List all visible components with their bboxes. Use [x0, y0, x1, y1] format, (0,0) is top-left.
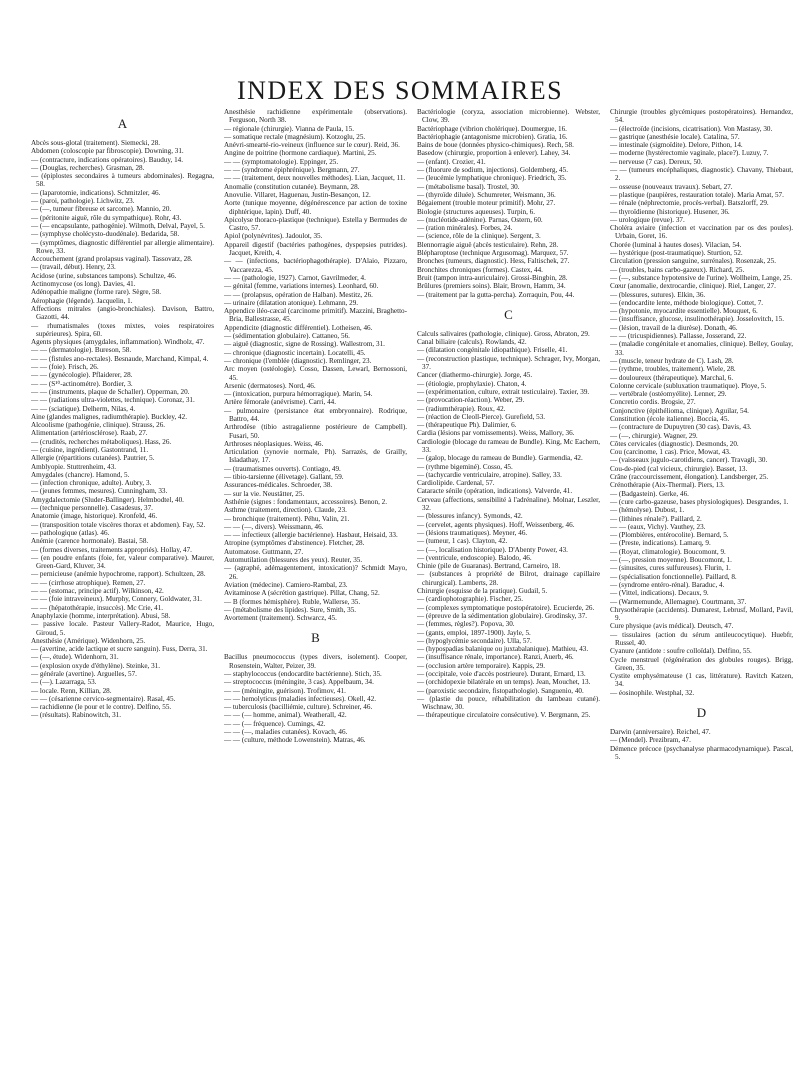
index-entry: — (avertine, acide lactique et sucre sanguin). Fuss, Derra, 31.: [31, 645, 208, 654]
index-entry: Anomalie (constitution cutanée). Beymann, 28.: [224, 182, 360, 191]
index-entry: Crénothérapie (Aix-Thermal). Piers, 13.: [610, 481, 725, 490]
index-entry: Amblyopie. Stuttrenheim, 43.: [31, 462, 117, 471]
index-entry: — (technique personnelle). Casadesus, 37.: [31, 504, 153, 513]
index-entry: Biologie (structures aqueuses). Turpin, 6.: [417, 207, 536, 216]
index-entry: — — (pathologie, 1927). Carnot, Gavrilmeder, 4.: [224, 273, 366, 282]
index-entry: — — hemolyticus (maladies infectieuses). Okell, 42.: [224, 694, 377, 703]
index-entry: Blennorragie aiguë (abcès testiculaire). Rehn, 28.: [417, 240, 559, 249]
index-entry: Adénopathie maligne (forme rare). Sègre, 58.: [31, 288, 162, 297]
index-entry: Allergie (répartitions cutanées). Pautrier, 5.: [31, 454, 155, 463]
index-entry: Anesthésie rachidienne expérimentale (observations). Ferguson, North 38.: [224, 108, 407, 125]
index-column-2: [224, 108, 407, 1063]
index-entry: Cou-de-pied (cal vicieux, chirurgie). Basset, 13.: [610, 464, 748, 473]
index-entry: — tissulaires (action du sérum antileucocytique). Huebfr, Russel, 40.: [610, 630, 793, 647]
index-entry: — (lésion, travail de la diurèse). Donath, 46.: [610, 323, 738, 332]
index-entry: — (lithines rénale?). Paillard, 2.: [610, 514, 702, 523]
index-entry: Arsenic (dermatoses). Nord, 46.: [224, 381, 316, 390]
index-entry: — (—, étude). Widenhorn, 31.: [31, 653, 119, 662]
index-entry: — — (S¹⁰-actinométre). Bordier, 3.: [31, 379, 133, 388]
index-entry: Angine de poitrine (hormone cardiaque). Martini, 25.: [224, 149, 377, 158]
index-entry: Bactériologie (coryza, association microbienne). Webster, Clow, 39.: [417, 108, 600, 125]
index-entry: — streptococcus (méningite, 3 cas). Appelbaum, 34.: [224, 678, 374, 687]
index-entry: Amygdalectomie (Sluder-Ballinger). Helmbodtel, 40.: [31, 495, 184, 504]
index-entry: Crâne (raccourcissement, élongation). Landsberger, 25.: [610, 473, 769, 482]
index-entry: — (dilatation congénitale idiopathique). Friselle, 41.: [417, 346, 568, 355]
index-entry: — — (— homme, animal). Weatherall, 42.: [224, 711, 347, 720]
index-entry: — (réaction de Cleoll-Pierce). Gurefield, 53.: [417, 412, 546, 421]
index-entry: — — (eaux, Vichy). Vauthey, 23.: [610, 522, 706, 531]
index-entry: — — (hépatothérapie, insuccès). Mc Crie, 41.: [31, 603, 164, 612]
index-entry: — — (tumeurs encéphaliques, diagnostic). Chavany, Thiebaut, 2.: [610, 166, 793, 183]
index-entry: Assurances-médicales. Schroeder, 38.: [224, 481, 333, 490]
index-entry: Accouchement (grand prolapsus vaginal). Tassovatz, 28.: [31, 255, 193, 264]
index-entry: Asthénie (signes : fondamentaux, accessoires). Benon, 2.: [224, 497, 388, 506]
index-entry: — — (symptomatologie). Eppinger, 25.: [224, 157, 339, 166]
index-entry: — (péritonite aiguë, rôle du sympathique). Rohr, 43.: [31, 213, 182, 222]
index-entry: — (en poudre enfants (foie, fer, valeur comparative). Maurer, Green-Gard, Kluver, 34.: [31, 553, 214, 571]
index-entry: — (étiologie, prophylaxie). Chaton, 4.: [417, 379, 527, 388]
index-entry: — somatique rectale (magnésium). Kotzoglu, 25.: [224, 132, 366, 141]
index-entry: — — (fistules ano-rectales). Besnaude, Marchand, Kimpal, 4.: [31, 354, 209, 363]
index-entry: — urologique (revue). 37.: [610, 215, 685, 224]
index-entry: — (occlusion artère temporaire). Kappis, 29.: [417, 661, 546, 670]
index-entry: — aiguë (diagnostic, signe de Rossing). Wallestrom, 31.: [224, 340, 385, 349]
index-entry: — génital (femme, variations internes). Leonhard, 60.: [224, 282, 379, 291]
index-entry: Alimentation (artériosclérose). Raab, 27.: [31, 429, 148, 438]
index-entry: Bronchites chroniques (formes). Castex, 44.: [417, 265, 543, 274]
index-entry: — — (méningite, guérison). Trofimov, 41.: [224, 686, 346, 695]
index-entry: — passive locale. Pasteur Vallery-Radot, Maurice, Hugo, Giroud, 5.: [31, 620, 214, 637]
index-entry: — — (cirrhose atrophique). Remen, 27.: [31, 578, 146, 587]
index-entry: Aine (glandes malignes, radiumthérapie). Buckley, 42.: [31, 412, 187, 421]
index-entry: — B (formes hémisphère). Ruble, Wallerse, 35.: [224, 597, 361, 606]
index-entry: — (Royat, climatologie). Boucomont, 9.: [610, 547, 726, 556]
index-entry: — (Preste, indications). Lamarq, 9.: [610, 539, 711, 548]
index-entry: Amygdales (chancre). Hamond, 5.: [31, 470, 130, 479]
index-entry: — — (— fréquence). Cumings, 42.: [224, 719, 326, 728]
index-entry: — (cervelet, agents physiques). Hoff, Weissenberg, 46.: [417, 520, 575, 529]
index-entry: — rachidienne (le pour et le contre). Delfino, 55.: [31, 703, 172, 712]
index-entry: — (intoxication, purpura hémorragique). Marin, 54.: [224, 390, 373, 399]
index-entry: Avitaminose A (sécrétion gastrique). Pillat, Chang, 52.: [224, 589, 380, 598]
index-entry: Bruit (tampon intra-auriculaire). Grossi-Bingbin, 28.: [417, 273, 568, 282]
index-entry: Bains de boue (données physico-chimiques). Rech, 58.: [417, 141, 574, 150]
index-entry: Cardia (lésions par vomissements). Weiss, Mallory, 36.: [417, 429, 575, 438]
index-entry: — (insuffisance, glucose, insulinothérapie). Josselovitch, 15.: [610, 315, 784, 324]
index-entry: — (Badgastein). Gerke, 46.: [610, 489, 689, 498]
index-entry: — — (sciatique). Delherm, Nilas, 4.: [31, 404, 136, 413]
index-entry: Aorte (tunique moyenne, dégénérescence par action de toxine diphtérique, lapin). Duff, 40.: [224, 199, 407, 216]
index-entry: — plastique (paupières, restauration totale). Maria Amat, 57.: [610, 190, 784, 199]
index-entry: — éosinophile. Westphal, 32.: [610, 688, 695, 697]
index-entry: — (occipitale, voie d'accès postrieure). Durant, Ernard, 13.: [417, 670, 586, 678]
index-entry: — douloureux (thérapeutique). Marchal, 6.: [610, 373, 734, 382]
index-entry: Concretio cordis. Brogsie, 27.: [610, 398, 696, 407]
index-entry: — (hémolyse). Dubost, 1.: [610, 506, 685, 515]
index-entry: Chorée (luminal à hautes doses). Vilacian, 54.: [610, 240, 742, 249]
index-entry: — — (culture, méthode Lowenstein). Matras, 46.: [224, 736, 366, 745]
index-entry: Apicolyse thoraco-plastique (technique). Estella y Bermudes de Castro, 57.: [224, 215, 407, 233]
index-entry: Circulation (pression sanguine, surrénales). Rosenzak, 25.: [610, 257, 776, 266]
index-entry: Bactériophage (vibrion cholérique). Doumergue, 16.: [417, 124, 567, 133]
index-entry: Cure physique (avis médical). Deutsch, 47.: [610, 622, 734, 631]
index-entry: — rhumatismales (toxes mixtes, voies respiratoires supérieures). Spira, 60.: [31, 321, 214, 338]
index-entry: — (lésions traumatiques). Meyner, 46.: [417, 528, 528, 537]
index-entry: — (fluorure de sodium, injections). Goldemberg, 45.: [417, 166, 568, 175]
index-entry: Arthrodèse (tibio astragalienne postérieure de Campbell). Fusari, 50.: [224, 423, 407, 440]
index-entry: — (travail, début). Henry, 23.: [31, 263, 116, 272]
index-entry: — (rythme bigeminé). Cosso, 45.: [417, 462, 513, 471]
index-entry: — (électroïde (incisions, cicatrisation). Von Mastasy, 30.: [610, 124, 773, 133]
page-title: INDEX DES SOMMAIRES: [236, 76, 564, 105]
index-entry: — — (gynécologie). Pflaiderer, 28.: [31, 371, 133, 380]
index-entry: — (cuisine, ingrédient). Gastontrand, 11.: [31, 445, 149, 454]
index-entry: — — (foie). Frisch, 26.: [31, 363, 99, 372]
index-entry: — urinaire (dilatation atonique). Lehmann, 29.: [224, 298, 359, 307]
index-entry: — (hypoglycémie secondaire). Ulla, 57.: [417, 636, 532, 645]
index-entry: Choléra aviaire (infection et vaccination par os des poules). Urbain, Goret, 16.: [610, 224, 793, 241]
index-entry: Actinomycose (os long). Davies, 41.: [31, 280, 136, 289]
index-entry: — (—, pression moyenne). Boucomont, 1.: [610, 556, 732, 565]
index-entry: Artère fémorale (anévrisme). Carri, 44.: [224, 398, 337, 407]
index-entry: — (reconstruction plastique, technique). Schrager, Ivy, Morgan, 37.: [417, 354, 600, 372]
index-entry: — (tumeur, 1 cas). Clayton, 42.: [417, 537, 508, 546]
index-entry: — (métabolisme des lipides). Sure, Smith, 35.: [224, 605, 357, 614]
index-entry: Aviation (médecine). Camiero-Rambal, 23.: [224, 580, 348, 589]
index-entry: Chinie (pile de Guaranas). Bertrand, Carneiro, 18.: [417, 562, 561, 571]
index-entry: — (infection chronique, adulte). Aubry, 3.: [31, 479, 152, 488]
index-entry: Abdomen (coloscopie par fibroscopie). Downing, 31.: [31, 147, 184, 156]
index-entry: — (laparotomie, indications). Schmitzler, 46.: [31, 188, 161, 197]
index-entry: — (cardiophotographie). Fischer, 25.: [417, 595, 524, 604]
index-entry: — — (—, divers). Weissmann, 46.: [224, 522, 324, 531]
index-entry: Avortement (traitement). Schwarcz, 45.: [224, 614, 337, 623]
index-entry: — (provocation-réaction). Weber, 29.: [417, 396, 525, 405]
index-entry: — (résultats). Rabinowitch, 31.: [31, 711, 122, 720]
index-entry: — (jeunes femmes, mesures). Cunningham, 33.: [31, 487, 168, 496]
index-entry: Anesthésie (Amérique). Widenhorn, 25.: [31, 636, 146, 645]
index-entry: — (métabolisme basal). Trostel, 30.: [417, 182, 520, 191]
index-entry: — — (infections, bactériophagothérapie). D'Alaio, Pizzaro, Vaccarezza, 45.: [224, 257, 407, 274]
index-entry: — — (syndrome épiphrénique). Bergmann, 27.: [224, 166, 360, 175]
index-entry: — (syndrome entéro-rénal). Baraduc, 4.: [610, 580, 725, 589]
index-column-3: [417, 108, 600, 1063]
index-entry: — — (radiations ultra-violettes, technique). Coronaz, 31.: [31, 396, 195, 405]
index-entry: — (maladie congénitale et anomalies, clinique). Belley, Goulay, 33.: [610, 340, 793, 357]
section-letter-c: C: [504, 306, 513, 322]
index-entry: Abcès sous-glotal (traitement). Siemecki, 28.: [31, 139, 161, 147]
index-entry: Chirurgie (esquisse de la pratique). Gudail, 5.: [417, 587, 548, 596]
index-entry: — staphylococcus (endocardite bactérienne). Stich, 35.: [224, 670, 382, 678]
index-entry: — (nucléotide-adénine). Parnas, Ostern, 60.: [417, 215, 543, 224]
index-entry: Acidose (urine, substances tampons). Schultze, 46.: [31, 271, 177, 280]
index-entry: — (—). Lazarraga, 53.: [31, 678, 97, 687]
index-entry: — (sédimentation globulaire). Cattaneo, 56.: [224, 332, 350, 341]
index-entry: — (blessures infancy). Symonds, 42.: [417, 512, 523, 521]
index-entry: Agents physiques (amygdales, inflammation). Windholz, 47.: [31, 338, 205, 347]
index-entry: Cou (carcinome, 1 cas). Price, Mowat, 43.: [610, 448, 731, 457]
index-entry: — (hypospadias balanique ou juxtabalanique). Mathieu, 43.: [417, 645, 589, 654]
index-entry: — bronchique (traitement). Péhu, Valin, 21.: [224, 514, 350, 523]
index-entry: Cycle menstruel (régénération des globules rouges). Brigg, Green, 35.: [610, 655, 793, 672]
index-entry: — osseuse (nouveaux travaux). Sebart, 27.: [610, 182, 733, 191]
index-entry: — tuberculosis (bacilliémie, culture). Schreiner, 46.: [224, 703, 373, 712]
index-entry: Chirurgie (troubles glycémiques postopératoires). Hernandez, 54.: [610, 108, 793, 125]
index-entry: — — (dermatologie). Bureson, 58.: [31, 346, 132, 355]
index-entry: — (substances à propriété de Bilrot, drainage capillaire chirurgical). Lamberts, 28.: [417, 570, 600, 587]
index-entry: — (galop, blocage du rameau de Bundle). Garmendia, 42.: [417, 454, 583, 463]
index-entry: Arthroses néoplasiques. Weiss, 46.: [224, 439, 324, 448]
index-entry: Appareil digestif (bactéries pathogènes, dyspepsies putrides). Jacquet, Kreith, 4.: [224, 240, 407, 258]
index-entry: — (vaisseaux jugulo-carotidiens, cancer). Travagli, 30.: [610, 456, 768, 465]
index-entry: — (—, localisation historique). D'Abenty Power, 43.: [417, 545, 568, 554]
index-entry: — générale (avertine). Arguelles, 57.: [31, 670, 137, 678]
index-entry: Cardiologie (blocage du rameau de Bundle). King, Mc Eachern, 33.: [417, 437, 600, 454]
index-entry: — (cure carbo-gazeuse, bases physiologiques). Desgrandes, 1.: [610, 497, 789, 506]
index-entry: Aérophagie (légende). Jacquelin, 1.: [31, 296, 133, 305]
index-entry: Anovulie. Villaret, Haguenau, Justin-Besançon, 12.: [224, 190, 371, 199]
index-entry: — (plastie du pouce, réhabilitation du lambeau cutané). Wischnaw, 30.: [417, 694, 600, 712]
index-entry: Appendice iléo-cæcal (carcinome primitif). Mazzini, Braghetto-Bria, Ballestrasse, 45.: [224, 307, 407, 324]
index-entry: — régionale (chirurgie). Vianna de Paula, 15.: [224, 124, 354, 133]
index-entry: — (contracture, indications opératoires). Bauduy, 14.: [31, 155, 184, 164]
index-entry: Automutilation (blessures des yeux). Reuter, 35.: [224, 556, 363, 565]
index-entry: — moderne (hystérectomie vaginale, place?). Luzuy, 7.: [610, 149, 769, 158]
index-entry: — (tachycardie ventriculaire, atropine). Salley, 33.: [417, 470, 562, 479]
index-entry: — — (tricuspidiennes). Pallasse, Josserand, 22.: [610, 332, 747, 341]
index-entry: — (paroi, pathologie). Lichwitz, 23.: [31, 197, 135, 206]
section-letter-a: A: [117, 116, 128, 131]
index-entry: — (thérapeutique Ph). Dalimier, 6.: [417, 421, 517, 430]
index-entry: — — (—, maladies cutanées). Kovach, 46.: [224, 728, 348, 737]
section-letter-b: B: [311, 630, 320, 646]
index-entry: Darwin (anniversaire). Reichel, 47.: [610, 728, 711, 737]
index-entry: Blépharoptose (technique Argusomag). Marquez, 57.: [417, 249, 569, 258]
index-entry: — (insuffisance rénale, importance). Ranzi, Auerb, 46.: [417, 653, 574, 662]
index-entry: Anémie (carence hormonale). Bastai, 58.: [31, 537, 149, 546]
index-entry: Bronches (tumeurs, diagnostic). Hess, Faltischek, 27.: [417, 257, 570, 266]
index-entry: — (blessures, sutures). Elkin, 36.: [610, 290, 706, 299]
index-entry: — sur la vie. Neustätter, 25.: [224, 489, 305, 498]
index-entry: — (symptômes, diagnostic différentiel par allergie alimentaire). Rowe, 33.: [31, 238, 214, 255]
index-entry: Automatose. Guttmann, 27.: [224, 547, 304, 556]
index-entry: Anévri-smearté-rio-veineux (influence sur le cœur). Reid, 36.: [224, 141, 400, 150]
index-entry: — (—, tumeur fibreuse et sarcome). Mannio, 20.: [31, 205, 172, 214]
index-entry: — chronique (diagnostic incertain). Locatelli, 45.: [224, 348, 366, 357]
index-entry: — (expérimentation, culture, extrait testiculaire). Taxier, 39.: [417, 387, 590, 396]
index-entry: — (contracture de Dupuytren (30 cas). Davis, 43.: [610, 423, 752, 432]
index-entry: Démence précoce (psychanalyse pharmacodynamique). Pascal, 5.: [610, 744, 793, 761]
index-entry: Cœur (anomalie, dextrocardie, clinique). Riel, Langer, 27.: [610, 282, 776, 291]
index-entry: — — (traitement, deux nouvelles méthodes). Lian, Jacquet, 11.: [224, 174, 406, 183]
index-entry: — (troubles, bains carbo-gazeux). Richard, 25.: [610, 265, 745, 274]
index-entry: — (traitement par la gutta-percha). Zorraquin, Pou, 44.: [417, 290, 575, 299]
index-entry: — (paroxistic secondaire, fistopathologie). Sanguenio, 40.: [417, 686, 584, 695]
index-entry: Cerveau (affections, sensibilité à l'adrénaline). Molnar, Leszler, 32.: [417, 495, 600, 513]
index-entry: Bégaiement (trouble moteur primitif). Mohr, 27.: [417, 199, 556, 208]
index-entry: — locale. Renn, Killian, 28.: [31, 686, 112, 695]
index-entry: Cataracte sénile (opération, indications). Valverde, 41.: [417, 487, 573, 496]
index-entry: — (explosion oxyde d'éthylène). Steinke, 31.: [31, 661, 160, 670]
index-entry: — (gants, emploi, 1897-1900). Jayle, 5.: [417, 628, 531, 637]
index-entry: Conjonctive (épithélioma, clinique). Aguilar, 54.: [610, 406, 749, 415]
index-entry: Anaphylaxie (homme, interprétation). Abusi, 58.: [31, 611, 171, 620]
index-entry: — (enfant). Crozier, 41.: [417, 157, 486, 166]
index-entry: — (—, chirurgie). Wagner, 29.: [610, 431, 698, 440]
index-entry: — (sinusites, cures sulfureuses). Flurin, 1.: [610, 564, 731, 573]
index-entry: — (endocardite lente, méthode biologique). Cottet, 7.: [610, 298, 764, 307]
index-entry: Basedow (chirurgie, proportion à enlever). Lahey, 34.: [417, 149, 571, 158]
index-entry: Brûlures (premiers soins). Blair, Brown, Hamm, 34.: [417, 282, 566, 291]
index-entry: — tibio-tarsienne (élivetage). Gallant, 59.: [224, 473, 344, 482]
index-entry: — (hypotonie, myocardite essentielle). Mouquet, 6.: [610, 307, 758, 316]
index-entry: Bactériophagie (antagonisme microbien). Gratia, 16.: [417, 132, 568, 141]
index-entry: Cystite emphysémateuse (1 cas, littérature). Ravitch Katzen, 34.: [610, 672, 793, 689]
index-entry: Anatomie (image, historique). Kronfeld, 46.: [31, 512, 158, 521]
index-entry: — (—, substance hypotensive de l'urine). Wollheim, Lange, 25.: [610, 273, 793, 282]
index-entry: Apiol (polynévrites). Jadoulot, 35.: [224, 232, 323, 241]
index-column-1: [31, 108, 214, 1063]
index-entry: Chrysothérapie (accidents). Dumarest, Lebrusf, Mollard, Pavil, 9.: [610, 605, 793, 623]
index-entry: — — (estomac, principe actif). Wilkinson, 42.: [31, 587, 164, 596]
index-entry: — (— encapsulante, pathogénie). Wilmoth, Delval, Payel, 5.: [31, 221, 205, 230]
index-entry: — pathologique (atlas). 46.: [31, 528, 110, 537]
index-entry: — — infectieux (allergie bactérienne). Hasbaut, Heisaid, 33.: [224, 531, 398, 540]
index-entry: Alcoolisme (pathogénie, clinique). Strauss, 26.: [31, 421, 166, 430]
index-entry: — (Warmemunde, Allemagne). Courtmann, 37.: [610, 597, 747, 606]
index-entry: — (leucémie lymphatique chronique). Friedrich, 35.: [417, 174, 567, 183]
index-entry: — (Mendel). Prezibram, 47.: [610, 736, 691, 745]
index-entry: — (Plombières, entérocolite). Bernard, 5.: [610, 531, 729, 540]
section-letter-d: D: [696, 705, 707, 721]
index-entry: Constitution (école italienne). Boccia, 45.: [610, 414, 730, 423]
index-entry: — rénale (néphrectomie, procès-verbal). Batszlorff, 29.: [610, 199, 769, 208]
index-entry: — — (foie intraveineux). Murphy, Connery, Goldwater, 31.: [31, 595, 202, 604]
index-entry: — (science, rôle de la clinique). Sergent, 3.: [417, 232, 541, 241]
index-entry: Asthme (traitement, direction). Claude, 23.: [224, 506, 347, 515]
index-entry: — hystérique (post-traumatique). Sturtion, 52.: [610, 249, 743, 258]
index-entry: Bacillus pneumococcus (types divers, isolement). Cooper, Rosenstein, Walter, Peizer, 39.: [224, 653, 407, 670]
index-entry: Affections mitrales (angio-bronchiales). Davison, Battro, Gazotti, 44.: [31, 304, 214, 322]
index-entry: — (muscle, teneur hydrate de C). Lash, 28.: [610, 356, 734, 365]
index-entry: — thérapeutique circulatoire consécutive). V. Bergmann, 25.: [417, 711, 591, 720]
index-entry: Arc moyen (ostéologie). Cosso, Dassen, Lewarl, Bernossoni, 45.: [224, 365, 407, 382]
index-entry: Articulation (synovie normale, Ph). Sarrazès, de Grailly, Isladathay, 17.: [224, 448, 407, 465]
index-entry: Appendicite (diagnostic différentiel). Lotheisen, 46.: [224, 323, 373, 332]
index-entry: — (orchidopexie bilatérale en un temps). Jean, Mouchet, 13.: [417, 678, 591, 687]
index-entry: — pernicieuse (anémie hypochrome, rapport). Schultzen, 28.: [31, 570, 206, 579]
index-entry: — (ration minérales). Forbes, 24.: [417, 224, 513, 233]
index-entry: — (complexes symptomatique postopératoire). Ecucierde, 26.: [417, 603, 595, 612]
index-entry: — (transposition totale viscères thorax et abdomen). Fay, 52.: [31, 520, 206, 529]
index-entry: — — (instruments, plaque de Schaller). Opperman, 20.: [31, 387, 190, 396]
index-entry: — chronique (l'emblée (diagnostic). Remlinger, 23.: [224, 356, 372, 365]
index-entry: — nerveuse (7 cas). Dereux, 50.: [610, 157, 703, 166]
index-entry: Côtes cervicales (diagnostic). Desmonds, 20.: [610, 439, 739, 448]
index-entry: — (spécialisation fonctionnelle). Paillard, 8.: [610, 572, 737, 581]
index-entry: — vertébrale (ostéomyélite). Lenner, 29.: [610, 390, 727, 399]
index-entry: — (Vittel, indications). Decaux, 9.: [610, 589, 709, 598]
index-entry: — — (prolapsus, opération de Halban). Mestitz, 26.: [224, 290, 373, 299]
index-entry: — (formes diverses, traitements appropriés). Hollay, 47.: [31, 545, 192, 554]
index-entry: — — (césarienne cervico-segmentaire). Rasal, 45.: [31, 694, 176, 703]
index-entry: — (symphyse cholécysto-duodénale). Bedarida, 58.: [31, 230, 180, 239]
index-entry: — intestinale (sigmoïdite). Delore, Pithon, 14.: [610, 141, 743, 150]
index-entry: — (épreuve de la sédimentation globulaire). Grodinsky, 37.: [417, 611, 588, 620]
index-entry: — (épiplostes secondaires à tumeurs abdominales). Regagna, 58.: [31, 172, 214, 189]
index-entry: Cardiolipide. Cardenal, 57.: [417, 479, 495, 488]
index-entry: Cancer (diathermo-chirurgie). Jorge, 45.: [417, 371, 533, 380]
index-entry: — (agraphé, adémagentement, intoxication)? Schmidt Mayo, 26.: [224, 564, 407, 581]
index-entry: — (femmes, règles?). Popova, 30.: [417, 620, 515, 629]
index-entry: — (radiumthérapie). Roux, 42.: [417, 404, 506, 413]
index-entry: — (crudités, recherches métaboliques). Hass, 26.: [31, 437, 172, 446]
index-entry: Cyanure (antidote : soufre colloïdal). Delfino, 55.: [610, 647, 752, 656]
index-entry: — (ventricule, endoscopie). Balodo, 46.: [417, 553, 532, 562]
index-entry: — (traumatismes ouverts). Contiago, 49.: [224, 464, 341, 473]
index-entry: — (rythme, troubles, traitement). Wiele, 28.: [610, 365, 736, 374]
index-entry: Calculs salivaires (pathologie, clinique). Gross, Abraton, 29.: [417, 329, 590, 338]
index-entry: Canal biliaire (calculs). Rowlands, 42.: [417, 338, 527, 347]
index-entry: — pulmonaire (persistance état embryonnaire). Rodrique, Battro, 44.: [224, 406, 407, 423]
index-entry: Colonne cervicale (subluxation traumatique). Ploye, 5.: [610, 381, 767, 390]
index-column-4: [610, 108, 793, 1063]
index-entry: — (thyroïde diluée). Schumreter, Weismann, 36.: [417, 190, 556, 199]
index-entry: — thyroïdienne (historique). Husener, 36.: [610, 207, 730, 216]
index-entry: Atropine (symptômes d'abstinence). Fletcher, 28.: [224, 539, 365, 548]
index-entry: — (Douglas, recherches). Grasman, 28.: [31, 163, 145, 172]
index-entry: — gastrique (anesthésie locale). Catalina, 57.: [610, 132, 740, 141]
